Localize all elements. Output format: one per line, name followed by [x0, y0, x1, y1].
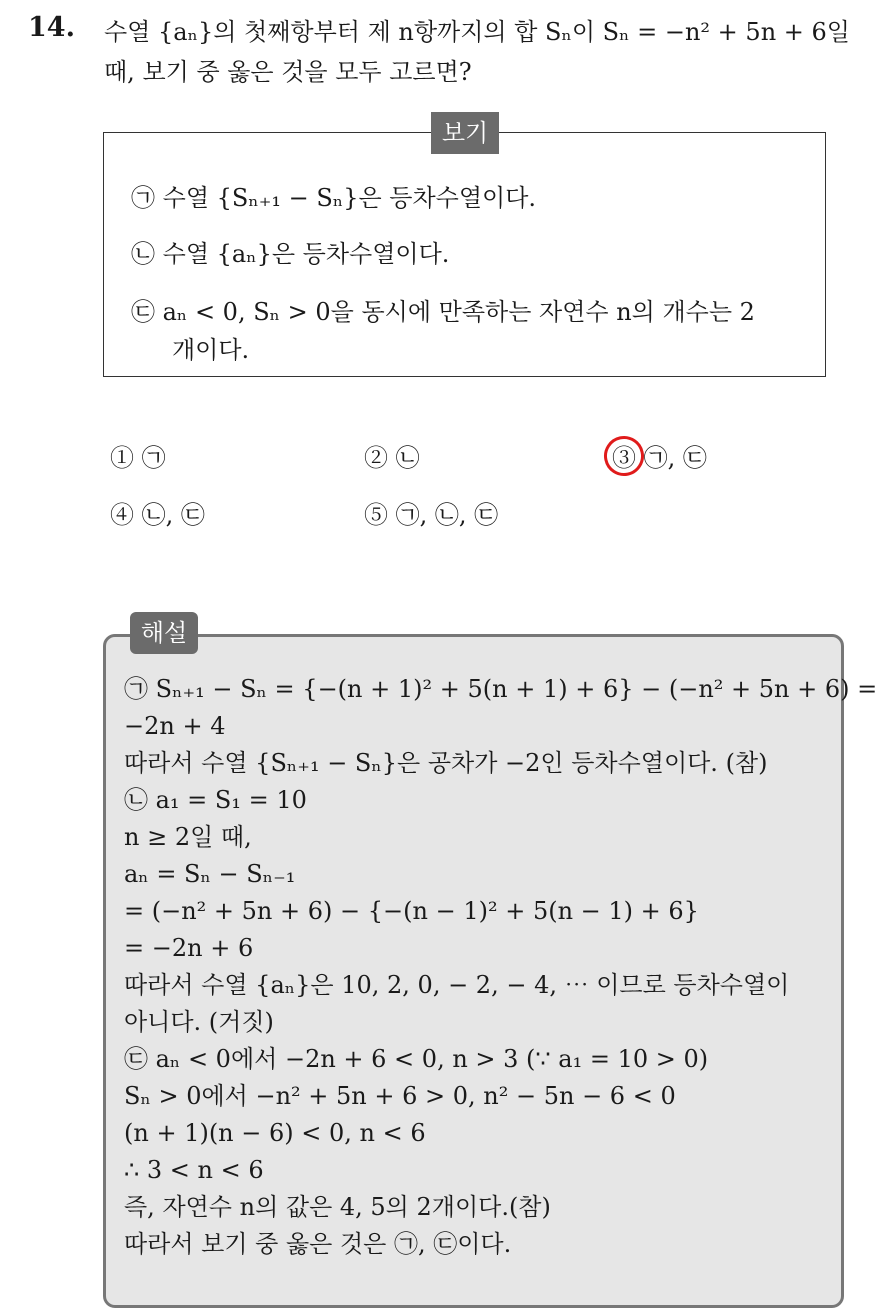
choice-4[interactable]: ④ ㉡, ㉢	[110, 501, 205, 529]
solution-line: (n + 1)(n − 6) < 0, n < 6	[124, 1119, 426, 1147]
solution-tag: 해설	[130, 612, 198, 654]
choice-3[interactable]: ③ ㉠, ㉢	[612, 444, 707, 472]
solution-line: ㉡ a₁ = S₁ = 10	[124, 786, 307, 814]
solution-line: ㉠ Sₙ₊₁ − Sₙ = {−(n + 1)² + 5(n + 1) + 6} − (−n² + 5n + 6) =	[124, 675, 878, 703]
bogi-item-b: ㉡ 수열 {aₙ}은 등차수열이다.	[131, 240, 450, 268]
solution-line: 따라서 보기 중 옳은 것은 ㉠, ㉢이다.	[124, 1230, 512, 1258]
solution-line: aₙ = Sₙ − Sₙ₋₁	[124, 860, 296, 888]
bogi-tag: 보기	[431, 112, 499, 154]
choice-1[interactable]: ① ㉠	[110, 444, 166, 472]
solution-line: = (−n² + 5n + 6) − {−(n − 1)² + 5(n − 1) + 6}	[124, 897, 699, 925]
solution-line: n ≥ 2일 때,	[124, 823, 252, 851]
bogi-item-c-continued: 개이다.	[172, 336, 250, 364]
solution-line: 아니다. (거짓)	[124, 1008, 274, 1036]
bogi-item-a: ㉠ 수열 {Sₙ₊₁ − Sₙ}은 등차수열이다.	[131, 184, 537, 212]
choice-5[interactable]: ⑤ ㉠, ㉡, ㉢	[364, 501, 499, 529]
question-number: 14.	[28, 12, 75, 43]
question-line: 때, 보기 중 옳은 것을 모두 고르면?	[104, 58, 472, 86]
solution-line: Sₙ > 0에서 −n² + 5n + 6 > 0, n² − 5n − 6 < 0	[124, 1082, 676, 1110]
solution-line: = −2n + 6	[124, 934, 254, 962]
question-line: 수열 {aₙ}의 첫째항부터 제 n항까지의 합 Sₙ이 Sₙ = −n² + 5n + 6일	[104, 18, 850, 46]
solution-line: 따라서 수열 {Sₙ₊₁ − Sₙ}은 공차가 −2인 등차수열이다. (참)	[124, 749, 768, 777]
solution-line: 따라서 수열 {aₙ}은 10, 2, 0, − 2, − 4, ⋯ 이므로 등차수열이	[124, 971, 790, 999]
solution-lines	[124, 671, 878, 1263]
question-text	[104, 12, 874, 92]
choice-2[interactable]: ② ㉡	[364, 444, 420, 472]
bogi-item-c: ㉢ aₙ < 0, Sₙ > 0을 동시에 만족하는 자연수 n의 개수는 2	[131, 298, 755, 326]
solution-line: ∴ 3 < n < 6	[124, 1156, 264, 1184]
solution-line: ㉢ aₙ < 0에서 −2n + 6 < 0, n > 3 (∵ a₁ = 10 > 0)	[124, 1045, 709, 1073]
solution-line: −2n + 4	[124, 712, 226, 740]
solution-line: 즉, 자연수 n의 값은 4, 5의 2개이다.(참)	[124, 1193, 551, 1221]
